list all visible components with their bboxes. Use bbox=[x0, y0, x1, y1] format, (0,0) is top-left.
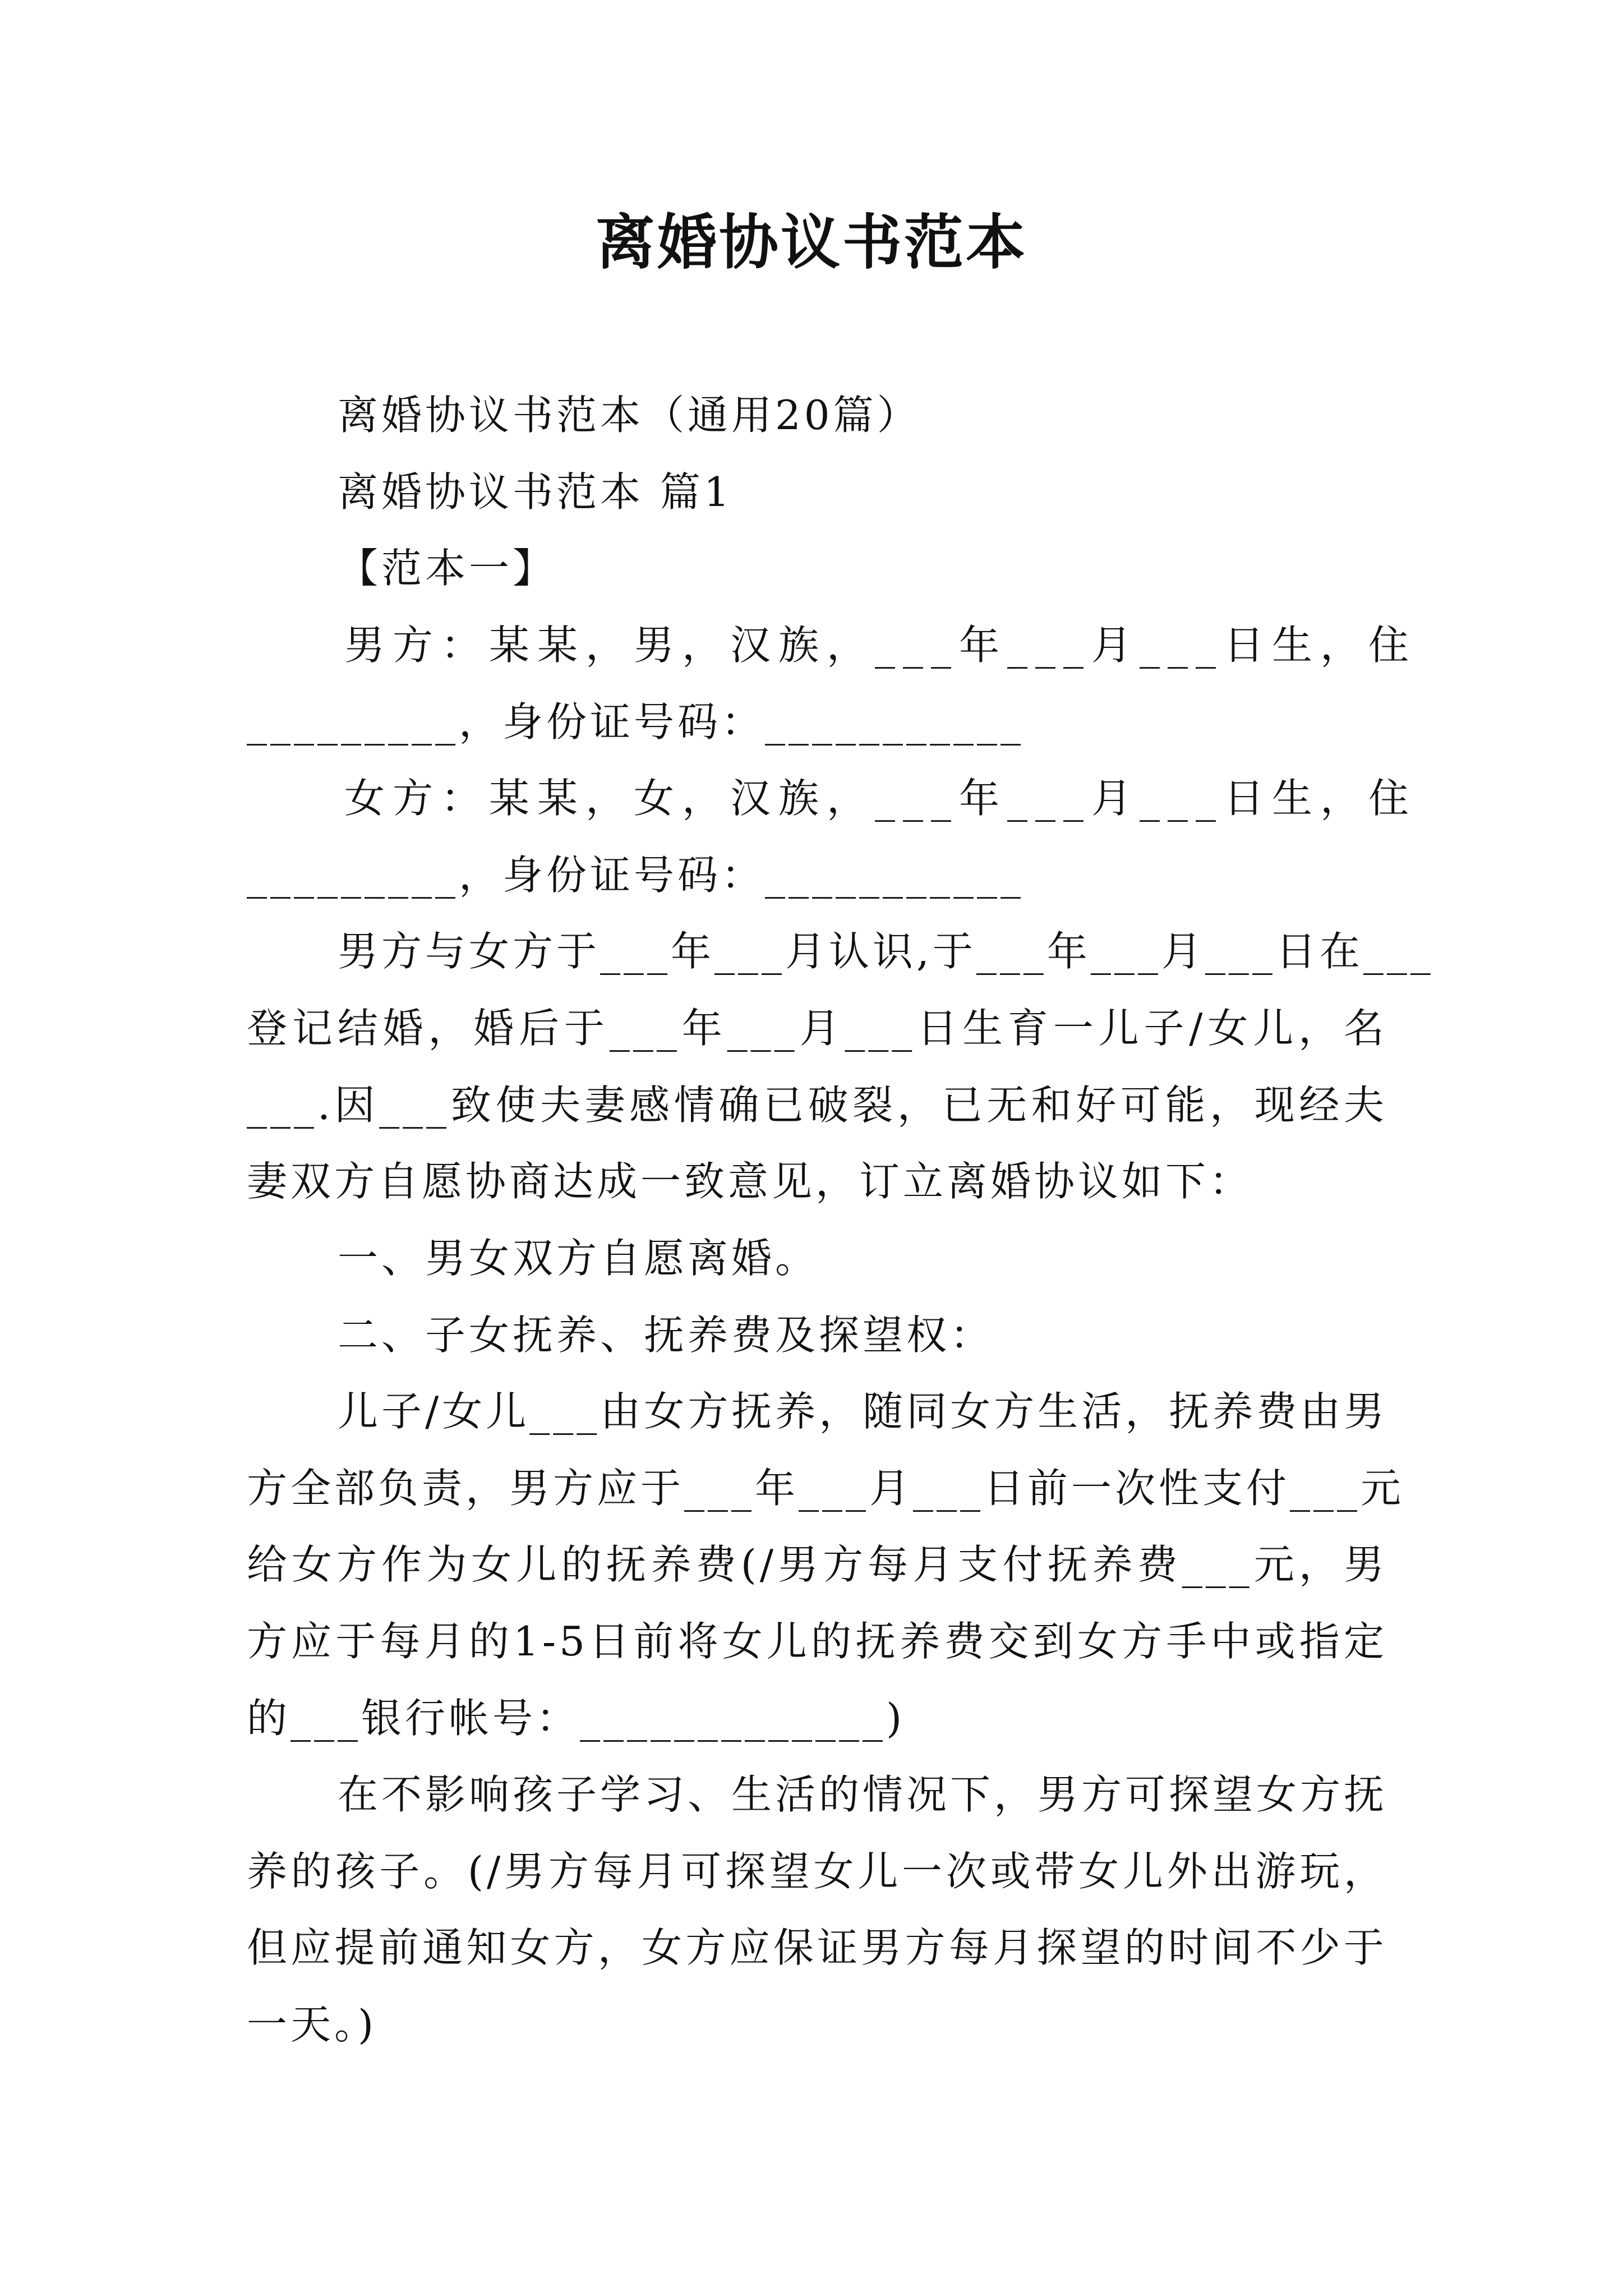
sample-label: 【范本一】 bbox=[338, 545, 557, 592]
female-party-id-line: _________，身份证号码：___________ bbox=[247, 852, 1025, 899]
male-party-id-line: _________，身份证号码：___________ bbox=[247, 698, 1025, 746]
female-party-line: 女方：某某，女，汉族，___年___月___日生，住 bbox=[344, 775, 1417, 822]
clause-two-heading: 二、子女抚养、抚养费及探望权： bbox=[338, 1312, 994, 1359]
paragraph-line: 方应于每月的1-5日前将女儿的抚养费交到女方手中或指定 bbox=[247, 1618, 1387, 1665]
document-title: 离婚协议书范本 bbox=[596, 207, 1027, 277]
paragraph-line: 给女方作为女儿的抚养费(/男方每月支付抚养费___元，男 bbox=[247, 1541, 1387, 1588]
paragraph-line: 妻双方自愿协商达成一致意见，订立离婚协议如下： bbox=[247, 1158, 1253, 1205]
paragraph-line: 在不影响孩子学习、生活的情况下，男方可探望女方抚 bbox=[338, 1771, 1388, 1818]
male-party-line: 男方：某某，男，汉族，___年___月___日生，住 bbox=[344, 622, 1417, 669]
section-heading: 离婚协议书范本 篇1 bbox=[338, 468, 733, 516]
subtitle-line: 离婚协议书范本（通用20篇） bbox=[338, 392, 921, 439]
paragraph-line: 儿子/女儿___由女方抚养，随同女方生活，抚养费由男 bbox=[338, 1388, 1388, 1435]
paragraph-line: 但应提前通知女方，女方应保证男方每月探望的时间不少于 bbox=[247, 1924, 1387, 1971]
paragraph-line: 养的孩子。(/男方每月可探望女儿一次或带女儿外出游玩， bbox=[247, 1848, 1387, 1895]
paragraph-line: ___.因___致使夫妻感情确已破裂，已无和好可能，现经夫 bbox=[247, 1082, 1387, 1129]
paragraph-line: 登记结婚，婚后于___年___月___日生育一儿子/女儿，名 bbox=[247, 1005, 1387, 1052]
paragraph-line: 的___银行帐号：_____________) bbox=[247, 1695, 906, 1742]
clause-one: 一、男女双方自愿离婚。 bbox=[338, 1235, 819, 1282]
paragraph-line: 一天。) bbox=[247, 2001, 377, 2048]
paragraph-line: 方全部负责，男方应于___年___月___日前一次性支付___元 bbox=[247, 1465, 1405, 1512]
paragraph-line: 男方与女方于___年___月认识,于___年___月___日在___ bbox=[338, 928, 1434, 975]
